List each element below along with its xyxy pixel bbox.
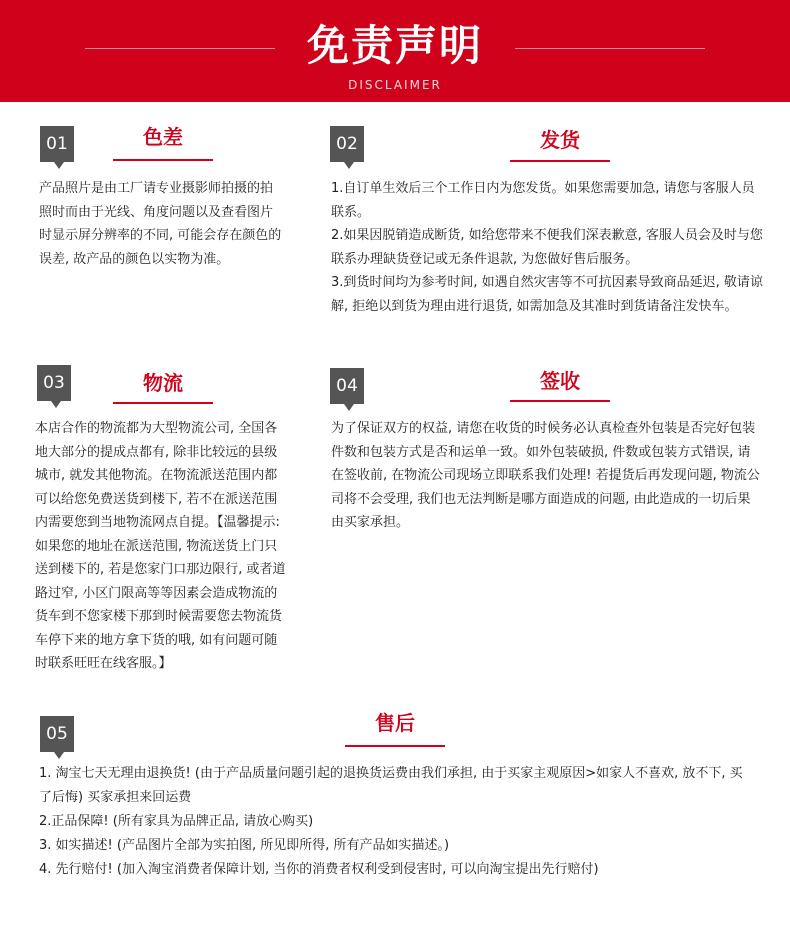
section-paragraph: 3. 如实描述! (产品图片全部为实拍图, 所见即所得, 所有产品如实描述。) (39, 838, 450, 853)
section-underline (510, 400, 610, 402)
section-body (39, 177, 284, 271)
section-underline (345, 745, 445, 747)
section-title: 色差 (143, 125, 183, 149)
header-banner (0, 0, 790, 102)
section-paragraph: 为了保证双方的权益, 请您在收货的时候务必认真检查外包装是否完好包装件数和包装方式是否和运单一致。如外包装破损, 件数或包装方式错误, 请在签收前, 在物流公司现场立即联系我们处理! 若提货后再发现问题, 物流公司将不会受理, 我们也无法判断是哪方面造成的问题, 由此造成的一切后果由买家承担。 (331, 421, 760, 530)
section-body (331, 177, 763, 318)
section-paragraph: 2.正品保障! (所有家具为品牌正品, 请放心购买) (39, 814, 314, 829)
section-title: 发货 (540, 128, 580, 152)
section-number-badge (330, 126, 364, 162)
section-paragraph: 4. 先行赔付! (加入淘宝消费者保障计划, 当你的消费者权利受到侵害时, 可以向淘宝提出先行赔付) (39, 862, 599, 877)
section-number-badge (37, 365, 71, 401)
section-paragraph: 1. 淘宝七天无理由退换货! (由于产品质量问题引起的退换货运费由我们承担, 由于买家主观原因>如家人不喜欢, 放不下, 买了后悔) 买家承担来回运费 (39, 766, 743, 805)
page-title: 免责声明 (306, 21, 483, 70)
section-title: 物流 (143, 371, 183, 395)
section-paragraph: 产品照片是由工厂请专业摄影师拍摄的拍照时而由于光线、角度问题以及查看图片时显示屏分辨率的不同, 可能会存在颜色的误差, 故产品的颜色以实物为准。 (39, 181, 282, 267)
section-number-badge (40, 126, 74, 162)
section-number: 05 (46, 724, 68, 744)
section-underline (510, 160, 610, 162)
section-body (39, 762, 754, 882)
section-body (331, 417, 763, 535)
page-subtitle: DISCLAIMER (348, 78, 442, 92)
section-underline (113, 402, 213, 404)
section-underline (113, 159, 213, 161)
section-paragraph: 本店合作的物流都为大型物流公司, 全国各地大部分的提成点都有, 除非比较远的县级城市, 就发其他物流。在物流派送范围内都可以给您免费送货到楼下, 若不在派送范围内需要您到当地物流网点自提。【温馨提示: 如果您的地址在派送范围, 物流送货上门只送到楼下的, 若是您家门口那边限行, 或者道路过窄, 小区门限高等等因素会造成物流的货车到不您家楼下那到时候需要您去物流货车停下来的地方拿下货的哦, 如有问题可随时联系旺旺在线客服。】 (35, 421, 286, 671)
section-number: 03 (43, 373, 65, 393)
section-paragraph: 2.如果因脱销造成断货, 如给您带来不便我们深表歉意, 客服人员会及时与您联系办理缺货登记或无条件退款, 为您做好售后服务。 (331, 228, 763, 267)
section-number-badge (330, 368, 364, 404)
section-number: 04 (336, 376, 358, 396)
section-paragraph: 1.自订单生效后三个工作日内为您发货。如果您需要加急, 请您与客服人员联系。 (331, 181, 755, 220)
section-paragraph: 3.到货时间均为参考时间, 如遇自然灾害等不可抗因素导致商品延迟, 敬请谅解, 拒绝以到货为理由进行退货, 如需加急及其准时到货请备注发快车。 (331, 275, 763, 314)
section-number: 01 (46, 134, 68, 154)
section-number: 02 (336, 134, 358, 154)
section-body (35, 417, 287, 676)
section-number-badge (40, 716, 74, 752)
section-title: 售后 (375, 711, 415, 735)
section-title: 签收 (540, 369, 580, 393)
